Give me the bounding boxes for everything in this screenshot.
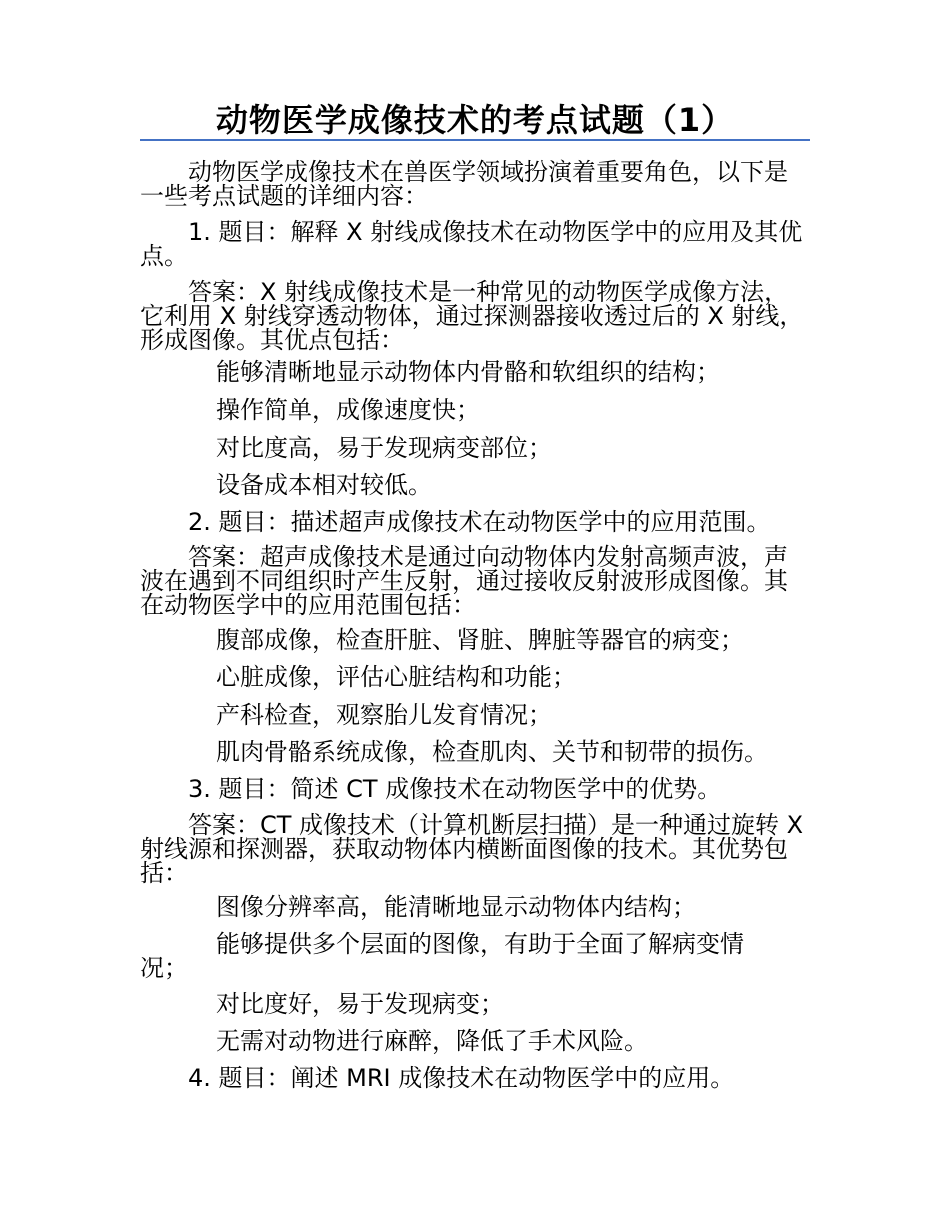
answer-2-point-4: 肌肉骨骼系统成像，检查肌肉、关节和韧带的损伤。 bbox=[216, 738, 768, 766]
answer-1: 答案：X 射线成像技术是一种常见的动物医学成像方法，它利用 X 射线穿透动物体，通过探测器接收透过后的 X 射线，形成图像。其优点包括： bbox=[140, 278, 804, 354]
question-3: 3. 题目：简述 CT 成像技术在动物医学中的优势。 bbox=[188, 775, 722, 803]
question-1: 1. 题目：解释 X 射线成像技术在动物医学中的应用及其优点。 bbox=[140, 218, 803, 270]
answer-2-point-1: 腹部成像，检查肝脏、肾脏、脾脏等器官的病变； bbox=[216, 626, 744, 654]
intro-paragraph: 动物医学成像技术在兽医学领域扮演着重要角色，以下是一些考点试题的详细内容： bbox=[140, 158, 788, 210]
answer-1-point-4: 设备成本相对较低。 bbox=[216, 471, 432, 499]
answer-3-point-3: 对比度好，易于发现病变； bbox=[216, 990, 504, 1018]
answer-2-point-2: 心脏成像，评估心脏结构和功能； bbox=[216, 663, 576, 691]
document-title: 动物医学成像技术的考点试题（1） bbox=[215, 101, 735, 139]
answer-3: 答案：CT 成像技术（计算机断层扫描）是一种通过旋转 X 射线源和探测器，获取动物体内横断面图像的技术。其优势包括： bbox=[140, 811, 804, 887]
title-underline bbox=[140, 139, 810, 141]
answer-1-point-1: 能够清晰地显示动物体内骨骼和软组织的结构； bbox=[216, 358, 720, 386]
answer-3-point-2: 能够提供多个层面的图像，有助于全面了解病变情况； bbox=[140, 930, 744, 982]
answer-3-point-4: 无需对动物进行麻醉，降低了手术风险。 bbox=[216, 1027, 648, 1055]
answer-3-point-1: 图像分辨率高，能清晰地显示动物体内结构； bbox=[216, 893, 696, 921]
answer-2-point-3: 产科检查，观察胎儿发育情况； bbox=[216, 701, 552, 729]
answer-2: 答案：超声成像技术是通过向动物体内发射高频声波，声波在遇到不同组织时产生反射，通过接收反射波形成图像。其在动物医学中的应用范围包括： bbox=[140, 543, 788, 619]
answer-1-point-2: 操作简单，成像速度快； bbox=[216, 396, 480, 424]
question-2: 2. 题目：描述超声成像技术在动物医学中的应用范围。 bbox=[188, 508, 771, 536]
answer-1-point-3: 对比度高，易于发现病变部位； bbox=[216, 434, 552, 462]
question-4: 4. 题目：阐述 MRI 成像技术在动物医学中的应用。 bbox=[188, 1064, 735, 1092]
